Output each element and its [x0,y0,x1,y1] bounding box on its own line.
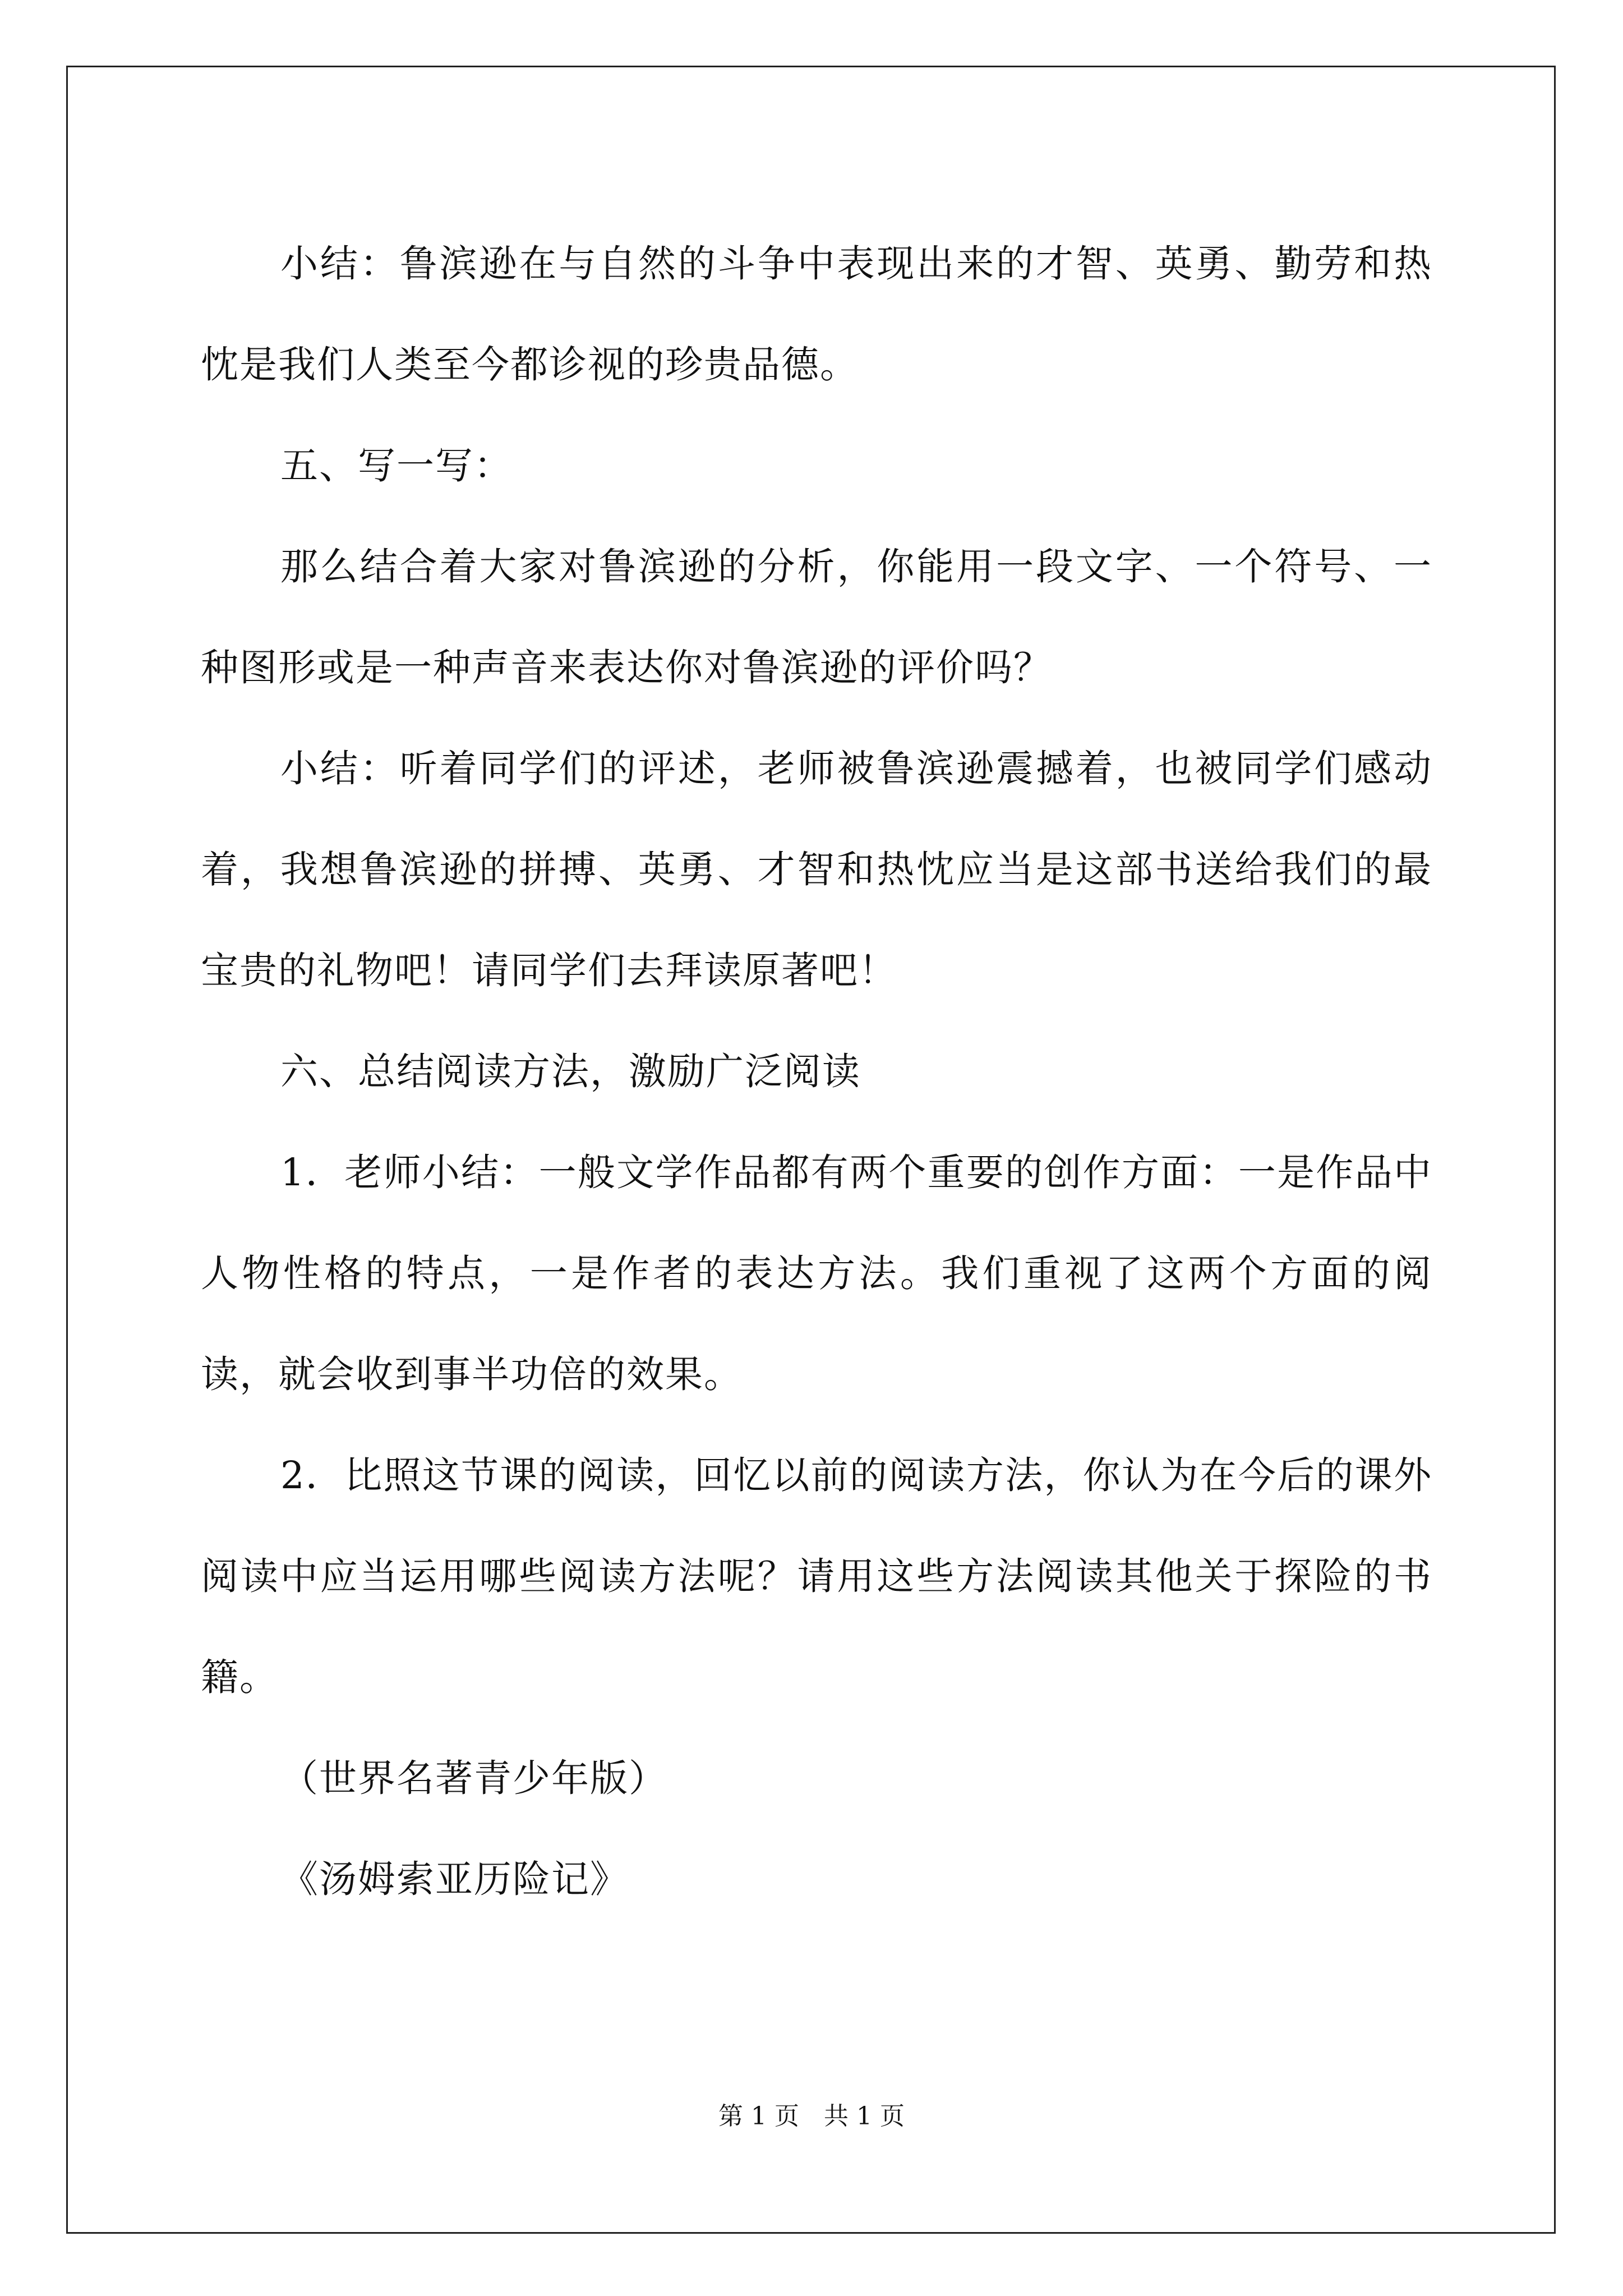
paragraph-summary-1: 小结：鲁滨逊在与自然的斗争中表现出来的才智、英勇、勤劳和热忱是我们人类至今都诊视的珍贵品德。 [201,242,1432,386]
paragraph-prompt: 那么结合着大家对鲁滨逊的分析，你能用一段文字、一个符号、一种图形或是一种声音来表达你对鲁滨逊的评价吗？ [201,545,1432,689]
paragraph-summary-2: 小结：听着同学们的评述，老师被鲁滨逊震撼着，也被同学们感动着，我想鲁滨逊的拼搏、英勇、才智和热忱应当是这部书送给我们的最宝贵的礼物吧！请同学们去拜读原著吧！ [201,747,1432,992]
paragraph-item-1: 1．老师小结：一般文学作品都有两个重要的创作方面：一是作品中人物性格的特点，一是作者的表达方法。我们重视了这两个方面的阅读，就会收到事半功倍的效果。 [201,1151,1432,1396]
paragraph-item-2: 2．比照这节课的阅读，回忆以前的阅读方法，你认为在今后的课外阅读中应当运用哪些阅读方法呢？请用这些方法阅读其他关于探险的书籍。 [201,1453,1432,1699]
section-heading-6: 六、总结阅读方法，激励广泛阅读 [280,1050,861,1093]
section-heading-5: 五、写一写： [280,444,513,487]
book-title: 《汤姆索亚历险记》 [280,1857,629,1901]
book-series-note: （世界名著青少年版） [280,1756,667,1800]
document-body [201,213,1432,1930]
page-footer: 第 1 页 共 1 页 [718,2102,905,2131]
